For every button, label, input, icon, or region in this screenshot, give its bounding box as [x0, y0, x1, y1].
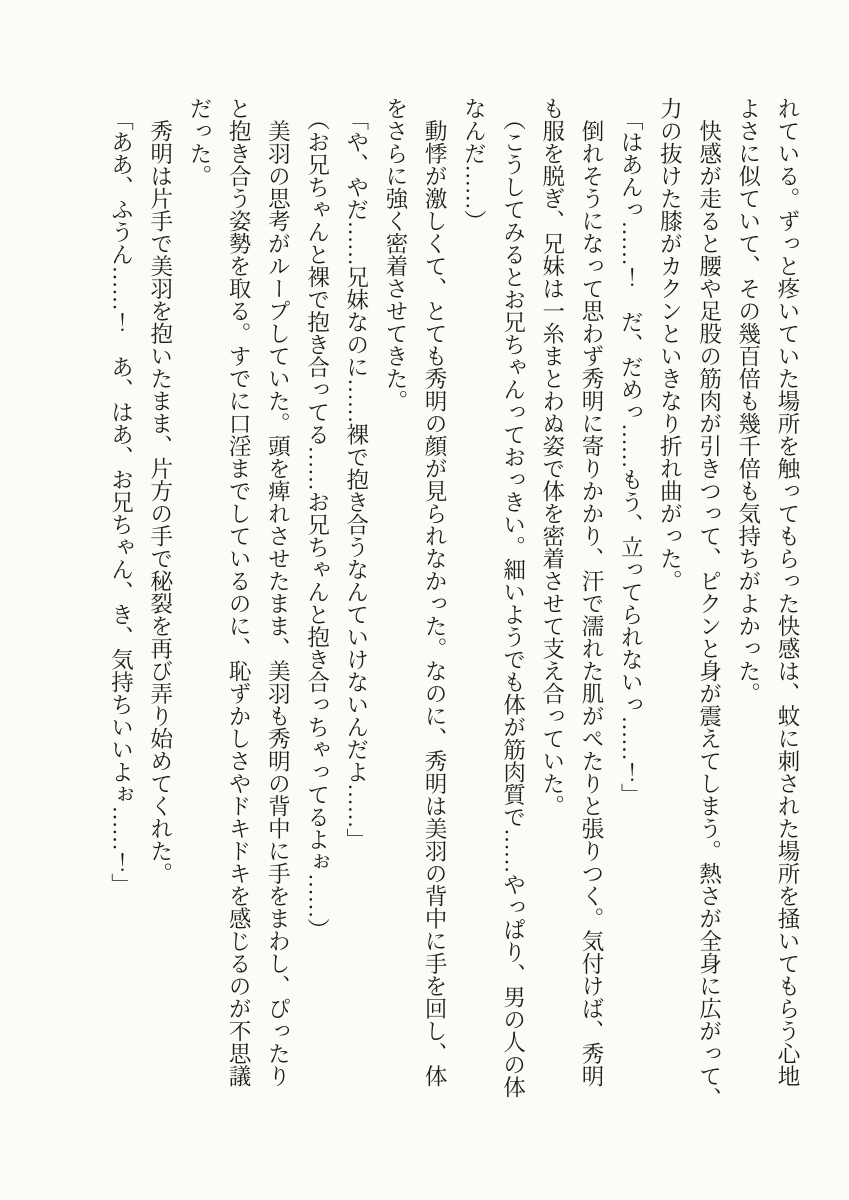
- text-column-14: 美羽の思考がループしていた。頭を痺れさせたまま、美羽も秀明の背中に手をまわし、ぴったり: [265, 97, 291, 1087]
- text-column-4: 力の抜けた膝がカクンといきなり折れ曲がった。: [657, 97, 683, 592]
- text-column-6: 倒れそうになって思わず秀明に寄りかかり、汗で濡れた肌がぺたりと張りつく。気付けば、秀明: [578, 97, 604, 1087]
- text-column-13: （お兄ちゃんと裸で抱き合ってる……お兄ちゃんと抱き合っちゃってるよぉ……）: [304, 97, 330, 941]
- text-column-2: よさに似ていて、その幾百倍も幾千倍も気持ちがよかった。: [735, 97, 761, 705]
- text-column-7: も服を脱ぎ、兄妹は一糸まとわぬ姿で体を密着させて支え合っていた。: [539, 97, 565, 817]
- text-column-17: 秀明は片手で美羽を抱いたまま、片方の手で秘裂を再び弄り始めてくれた。: [147, 97, 173, 885]
- text-column-15: と抱き合う姿勢を取る。すでに口淫までしているのに、恥ずかしさやドキドキを感じるのが不思議: [226, 97, 252, 1087]
- vertical-text-area: [101, 97, 807, 1112]
- text-column-18: 「ああ、ふうん……！ あ、はあ、お兄ちゃん、き、気持ちいいよぉ……！」: [108, 97, 134, 896]
- text-column-3: 快感が走ると腰や足股の筋肉が引きつって、ピクンと身が震えてしまう。熱さが全身に広がって、: [696, 97, 722, 1110]
- text-column-5: 「はあんっ……！ だ、だめっ……もう、立ってられないっ……！」: [618, 97, 644, 806]
- text-column-11: をさらに強く密着させてきた。: [382, 97, 408, 412]
- text-column-1: れている。ずっと疼いていた場所を触ってもらった快感は、蚊に刺された場所を掻いてもらう心地: [775, 97, 800, 1087]
- text-column-10: 動悸が激しくて、とても秀明の顔が見られなかった。なのに、秀明は美羽の背中に手を回し、体: [422, 97, 448, 1087]
- text-column-16: だった。: [186, 97, 212, 187]
- text-column-8: （こうしてみるとお兄ちゃんっておっきい。細いようでも体が筋肉質で……やっぱり、男の人の体: [500, 97, 526, 1099]
- text-column-9: なんだ……）: [461, 97, 487, 232]
- text-column-12: 「や、やだ……兄妹なのに……裸で抱き合うなんていけないんだよ……」: [343, 97, 369, 851]
